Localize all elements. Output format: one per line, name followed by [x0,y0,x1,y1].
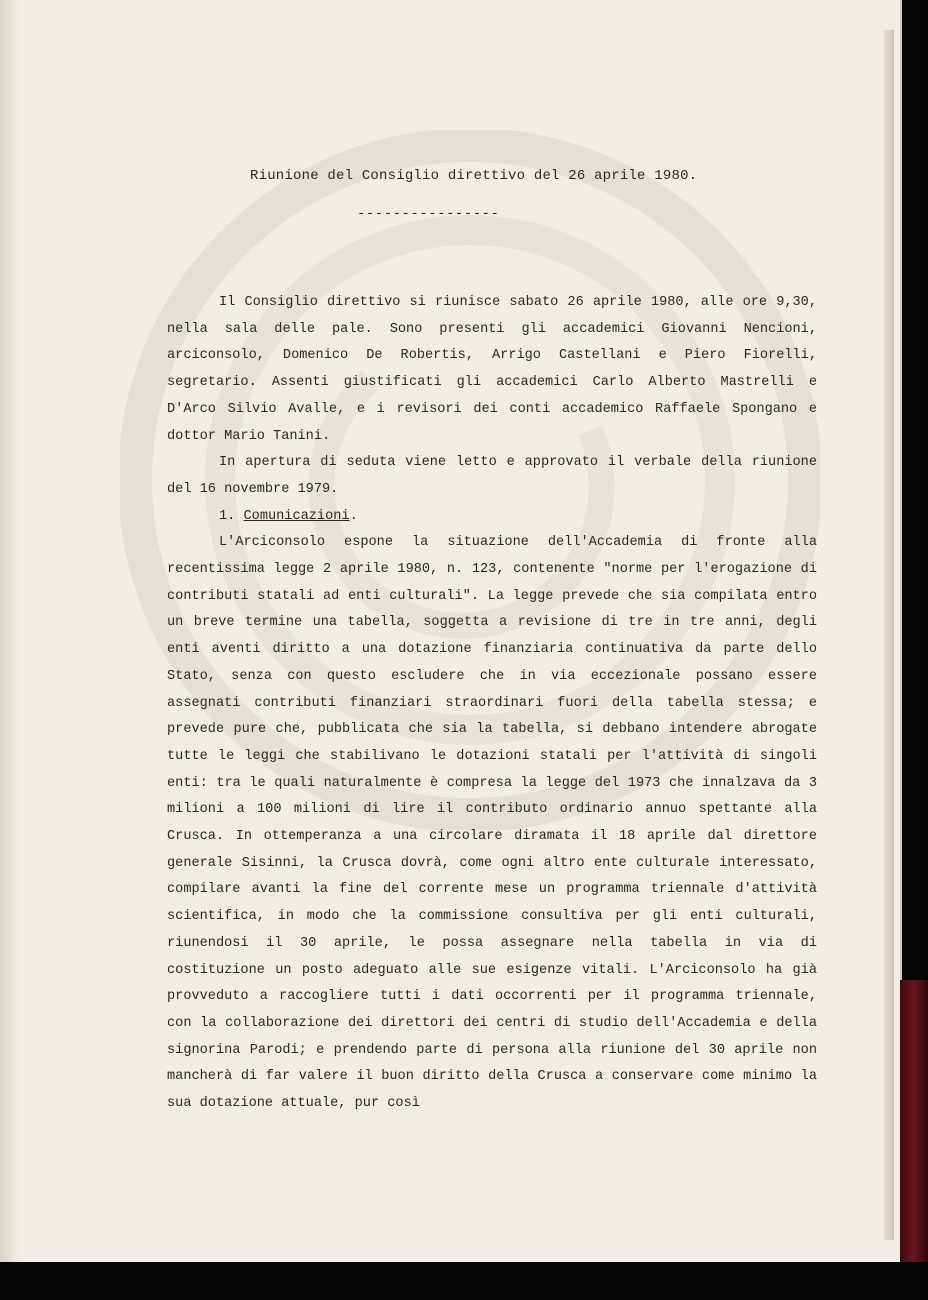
paragraph-attendance: Il Consiglio direttivo si riunisce sabato 26 aprile 1980, alle ore 9,30, nella sala delle pale. Sono presenti gli accademici Giovanni Nencioni, arciconsolo, Domenico De Robertis, Arrigo Castellani e Piero Fiorelli, segretario. Assenti giustificati gli accademici Carlo Alberto Mastrelli e D'Arco Silvio Avalle, e i revisori dei conti accademico Raffaele Spongano e dottor Mario Tanini. [167,295,817,444]
page-left-edge [0,0,22,1262]
paragraph-communications: L'Arciconsolo espone la situazione dell'Accademia di fronte alla recentissima legge 2 aprile 1980, n. 123, contenente "norme per l'erogazione di contributi statali ad enti culturali". La legge prevede che sia compilata entro un breve termine una tabella, soggetta a revisione di tre in tre anni, degli enti aventi diritto a una dotazione finanziaria continuativa da parte dello Stato, senza con questo escludere che in via eccezionale possano essere assegnati contributi finanziari straordinari fuori della tabella stessa; e prevede pure che, pubblicata che sia la tabella, si debbano intendere abrogate tutte le leggi che stabilivano le dotazioni statali per l'attività di singoli enti: tra le quali naturalmente è compresa la legge del 1973 che innalzava da 3 milioni a 100 milioni di lire il contributo ordinario annuo spettante alla Crusca. In ottemperanza a una circolare diramata il 18 aprile dal direttore generale Sisinni, la Crusca dovrà, come ogni altro ente culturale interessato, compilare avanti la fine del corrente mese un programma triennale d'attività scientifica, in modo che la commissione consultiva per gli enti culturali, riunendosi il 30 aprile, le possa assegnare nella tabella in via di costituzione un posto adeguato alle sue esigenze vitali. L'Arciconsolo ha già provveduto a raccogliere tutti i dati occorrenti per il programma triennale, con la collaborazione dei direttori dei centri di studio dell'Accademia e della signorina Parodi; e prendendo parte di persona alla riunione del 30 aprile non mancherà di far valere il buon diritto della Crusca a conservare come minimo la sua dotazione attuale, pur così [167,535,817,1112]
document-title: Riunione del Consiglio direttivo del 26 aprile 1980. [250,168,698,184]
section-title-suffix: . [349,508,358,524]
section-title: Comunicazioni [243,508,350,524]
section-heading [167,504,817,531]
document-body [167,290,817,1118]
book-spine-edge [900,980,928,1262]
page-binding-shadow [884,30,894,1240]
paragraph-minutes-approval: In apertura di seduta viene letto e approvato il verbale della riunione del 16 novembre 1979. [167,455,817,497]
section-number: 1. [219,508,236,524]
title-separator: ---------------- [357,206,500,222]
